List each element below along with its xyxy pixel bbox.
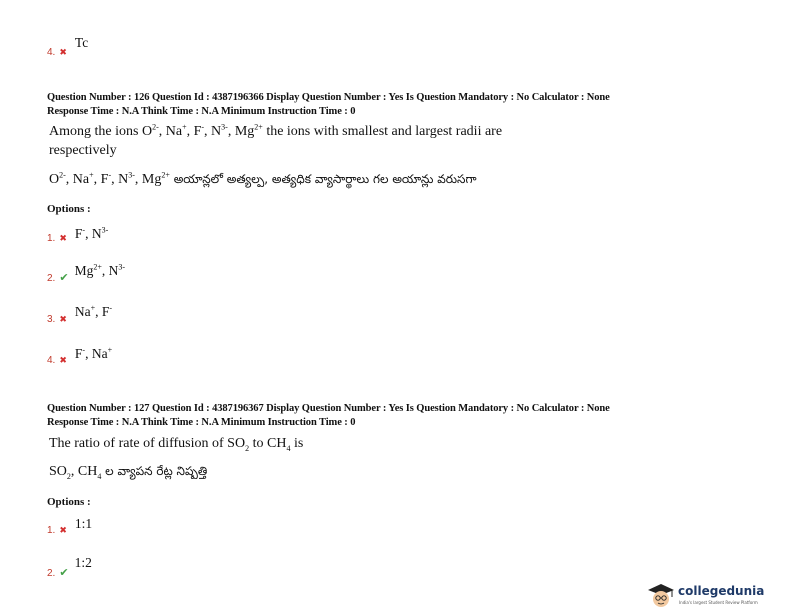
q125-option-4 (47, 35, 89, 60)
q126-question-english-line-2: respectively (49, 143, 117, 158)
option-number: 2. (47, 273, 56, 284)
q126-option-2 (47, 262, 126, 286)
q126-option-4 (47, 345, 113, 368)
option-number: 4. (47, 47, 56, 58)
option-text: F-, $N^{3-}$ (74, 225, 109, 241)
option-number: 1. (47, 525, 56, 536)
option-number: 3. (47, 314, 56, 325)
q126-option-1 (47, 225, 109, 246)
wrong-icon: ✖ (59, 315, 67, 325)
logo-wordmark: collegedunia (678, 584, 765, 598)
logo-tagline: India's largest Student Review Platform (679, 600, 758, 605)
q126-question-english: Among the ions $O^{2-}$, Na+, F-, $N^{3-}$, $Mg^{2+}$ the ions with smallest and largest radii are (49, 122, 503, 139)
option-text: Mg2+, N3- (74, 262, 126, 278)
option-text: 1:1 (74, 516, 93, 531)
option-number: 1. (47, 233, 56, 244)
q127-options-label: Options : (47, 496, 91, 508)
option-text: Na+, F- (74, 303, 113, 319)
q126-option-3 (47, 303, 113, 327)
q126-meta-line-1: Question Number : 126 Question Id : 4387196366 Display Question Number : Yes Is Question Mandatory : No Calculator : None (47, 92, 610, 103)
q127-question-telugu: $SO_2$, $CH_4$ ల వ్యాపన రేట్ల నిష్పత్తి (49, 464, 208, 481)
q127-option-1 (47, 516, 93, 538)
graduate-mascot-icon (646, 582, 676, 610)
collegedunia-logo (646, 582, 788, 610)
q127-question-english: The ratio of rate of diffusion of $SO_2$ to $CH_4$ is (49, 436, 304, 453)
wrong-icon: ✖ (59, 48, 67, 58)
option-number: 4. (47, 355, 56, 366)
option-text: 1:2 (74, 555, 92, 570)
wrong-icon: ✖ (59, 234, 67, 244)
option-text: F-, Na+ (74, 345, 113, 361)
option-text: Tc (74, 35, 89, 50)
q126-meta-line-2: Response Time : N.A Think Time : N.A Minimum Instruction Time : 0 (47, 106, 356, 117)
q127-meta-line-1: Question Number : 127 Question Id : 4387196367 Display Question Number : Yes Is Question Mandatory : No Calculator : None (47, 403, 610, 414)
correct-check-icon: ✔ (59, 566, 69, 579)
q126-question-telugu: $O^{2-}$, Na+, F-, $N^{3-}$, $Mg^{2+}$ అయాన్లలో అత్యల్ప, అత్యధిక వ్యాసార్థాలు గల అయాన్లు వరుసగా (49, 170, 477, 187)
wrong-icon: ✖ (59, 356, 67, 366)
correct-check-icon: ✔ (59, 271, 69, 284)
option-number: 2. (47, 568, 56, 579)
wrong-icon: ✖ (59, 526, 67, 536)
q127-meta-line-2: Response Time : N.A Think Time : N.A Minimum Instruction Time : 0 (47, 417, 356, 428)
q126-options-label: Options : (47, 203, 91, 215)
q127-option-2 (47, 555, 92, 581)
